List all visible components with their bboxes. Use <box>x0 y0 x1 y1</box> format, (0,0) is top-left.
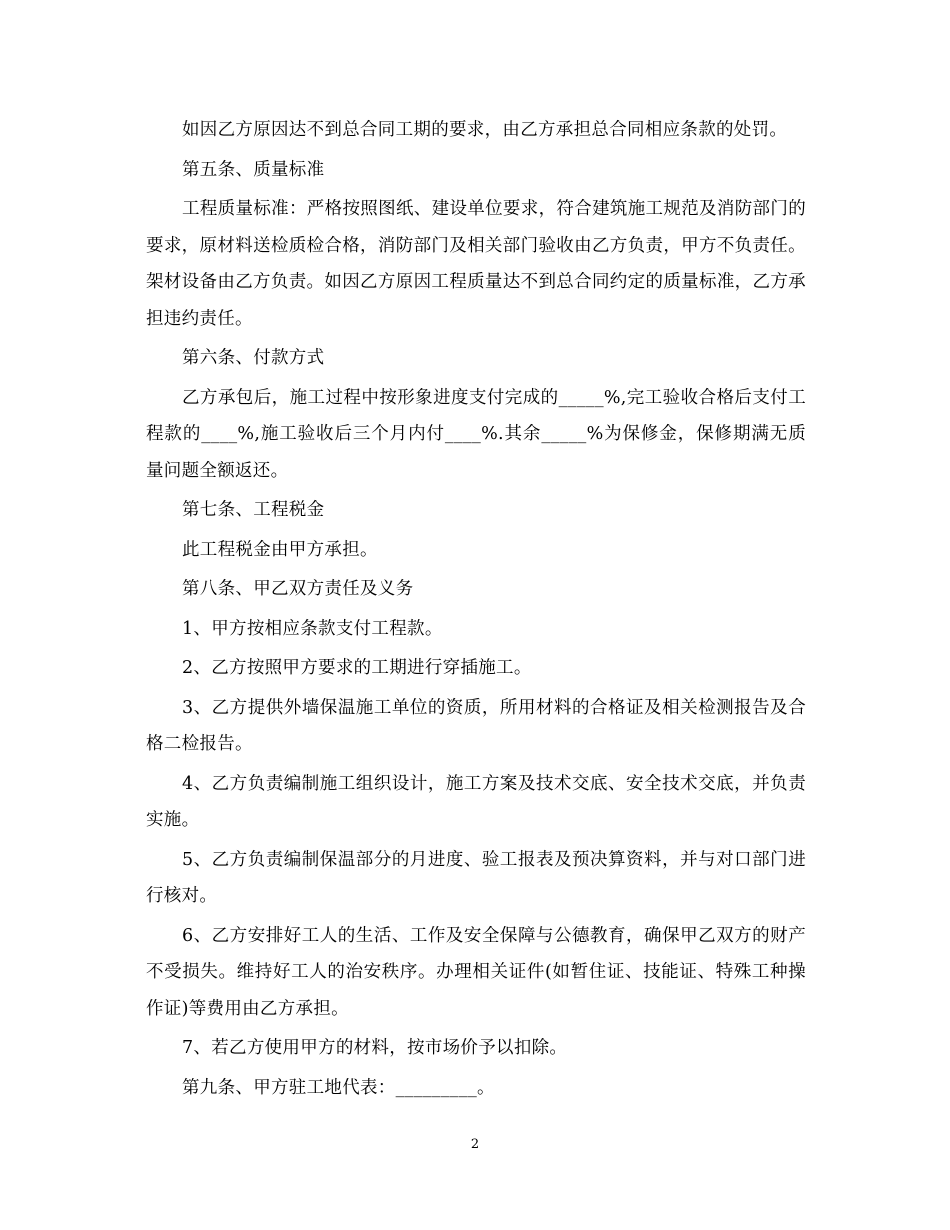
article-6-heading: 第六条、付款方式 <box>182 348 325 368</box>
obligation-item-4: 4、乙方负责编制施工组织设计，施工方案及技术交底、安全技术交底，并负责实施。 <box>146 773 806 830</box>
article-9-representative: 第九条、甲方驻工地代表：_________。 <box>182 1077 495 1098</box>
paragraph-penalty-clause: 如因乙方原因达不到总合同工期的要求，由乙方承担总合同相应条款的处罚。 <box>182 120 788 140</box>
page-number: 2 <box>470 1137 480 1152</box>
obligation-item-7: 7、若乙方使用甲方的材料，按市场价予以扣除。 <box>182 1038 568 1058</box>
obligation-item-3: 3、乙方提供外墙保温施工单位的资质，所用材料的合格证及相关检测报告及合格二检报告。 <box>146 697 806 754</box>
tax-paragraph: 此工程税金由甲方承担。 <box>182 539 378 560</box>
obligation-item-5: 5、乙方负责编制保温部分的月进度、验工报表及预决算资料，并与对口部门进行核对。 <box>146 849 806 906</box>
obligation-item-6: 6、乙方安排好工人的生活、工作及安全保障与公德教育，确保甲乙双方的财产不受损失。维持好工人的治安秩序。办理相关证件(如暂住证、技能证、特殊工种操作证)等费用由乙方承担。 <box>146 925 806 1019</box>
article-8-heading: 第八条、甲乙双方责任及义务 <box>182 579 414 599</box>
obligation-item-2: 2、乙方按照甲方要求的工期进行穿插施工。 <box>182 658 532 678</box>
quality-standard-paragraph: 工程质量标准：严格按照图纸、建设单位要求，符合建筑施工规范及消防部门的要求，原材料送检质检合格，消防部门及相关部门验收由乙方负责，甲方不负责任。架材设备由乙方负责。如因乙方原因工程质量达不到总合同约定的质量标准，乙方承担违约责任。 <box>146 199 806 329</box>
payment-terms-paragraph: 乙方承包后，施工过程中按形象进度支付完成的_____%,完工验收合格后支付工程款的____%,施工验收后三个月内付____%.其余_____%为保修金，保修期满无质量问题全额返还。 <box>146 387 806 481</box>
document-body <box>146 112 806 1109</box>
obligation-item-1: 1、甲方按相应条款支付工程款。 <box>182 618 443 639</box>
article-7-heading: 第七条、工程税金 <box>182 500 325 520</box>
article-5-heading: 第五条、质量标准 <box>182 159 325 180</box>
